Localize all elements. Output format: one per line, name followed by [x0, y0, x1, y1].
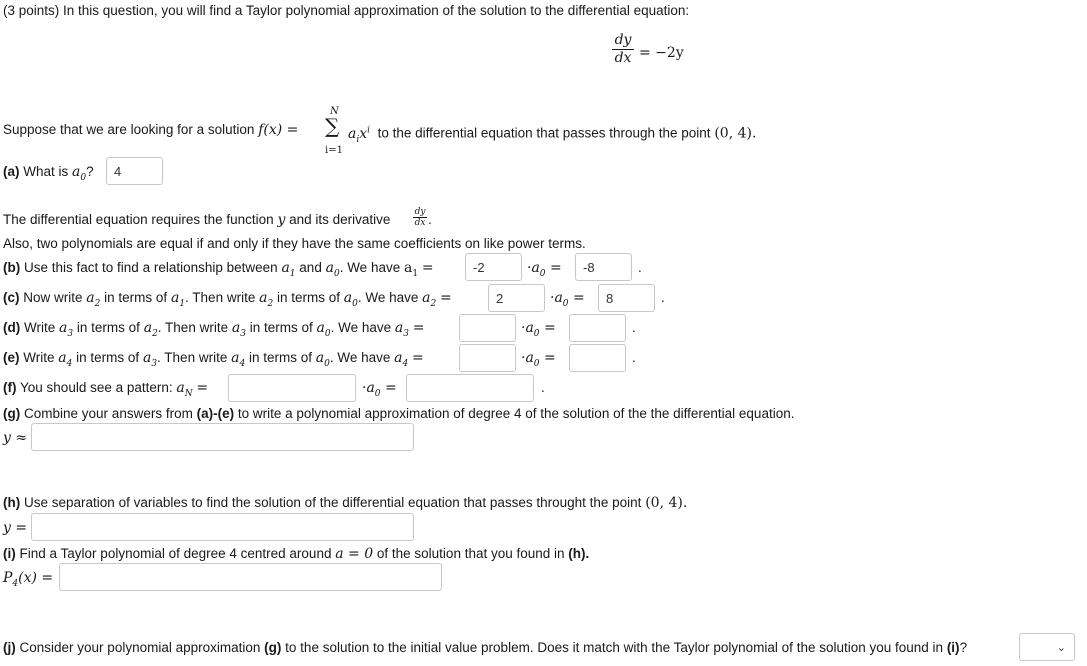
question-intro: (3 points) In this question, you will find a Taylor polynomial approximation of the solution to the differential equation: — [3, 3, 690, 18]
i-lhs: $P_4(x)$ = — [3, 570, 54, 589]
small-derivative-fraction: dy dx — [414, 207, 426, 228]
part-j-prompt: (j) Consider your polynomial approximation (g) to the solution to the initial value problem. Does it match with the Taylor polynomial of the solution you found in (i)? — [3, 640, 968, 655]
part-a-prompt: (a) What is $a_0$? — [3, 164, 94, 183]
period: . — [632, 320, 636, 335]
part-h-prompt: (h) Use separation of variables to find the solution of the differential equation that passes throught the point (0, 4). — [3, 495, 688, 511]
g-lhs: y ≈ — [3, 430, 28, 446]
b-coef-input[interactable] — [465, 253, 522, 281]
setup-line — [3, 121, 298, 139]
part-g-prompt: (g) Combine your answers from (a)-(e) to write a polynomial approximation of degree 4 of the solution of the the differential equation. — [3, 406, 795, 421]
setup-rest — [348, 121, 756, 148]
b-a0-equals: $\cdot a_0$ = — [527, 260, 562, 279]
period: . — [541, 380, 545, 395]
f-coef-input[interactable] — [228, 374, 356, 402]
setup-prefix: Suppose that we are looking for a solution — [3, 122, 255, 137]
c-value-input[interactable] — [598, 284, 655, 312]
part-a-label: (a) — [3, 164, 20, 179]
sum-lower-limit: i=1 — [325, 145, 343, 156]
period: . — [428, 212, 432, 227]
setup-suffix: to the differential equation that passes through the point — [377, 125, 711, 141]
a0-input[interactable] — [106, 157, 163, 185]
d-a0-equals: $\cdot a_0$ = — [521, 320, 556, 339]
sum-upper-limit: N — [330, 106, 339, 117]
b-value-input[interactable] — [575, 253, 632, 281]
part-i-prompt: (i) Find a Taylor polynomial of degree 4 centred around a = 0 of the solution that you found in (h). — [3, 546, 590, 562]
h-lhs: y = — [3, 520, 28, 536]
part-f-prompt: (f) You should see a pattern: $a_N$ = — [3, 380, 209, 399]
e-coef-input[interactable] — [459, 344, 516, 372]
period: . — [638, 260, 642, 275]
f-a0-equals: $\cdot a_0$ = — [362, 380, 397, 399]
f-value-input[interactable] — [406, 374, 534, 402]
j-match-select[interactable] — [1019, 633, 1075, 661]
setup-point: (0, 4). — [714, 125, 757, 142]
sigma-symbol: ∑ — [325, 114, 340, 138]
de-rhs: = −2y — [639, 45, 684, 61]
e-value-input[interactable] — [569, 344, 626, 372]
part-e-prompt: (e) Write $a_4$ in terms of $a_3$. Then write $a_4$ in terms of $a_0$. We have $a_4$ = — [3, 350, 424, 369]
de-fraction — [612, 32, 634, 67]
part-b-prompt: (b) Use this fact to find a relationship between $a_1$ and $a_0$. We have $a_1$ = — [3, 260, 434, 279]
de-denominator: dx — [614, 50, 632, 66]
g-polynomial-input[interactable] — [31, 423, 414, 451]
period: . — [661, 290, 665, 305]
h-solution-input[interactable] — [31, 513, 414, 541]
c-coef-input[interactable] — [488, 284, 545, 312]
explain-line-1: The differential equation requires the function y and its derivative — [3, 212, 391, 228]
setup-fx: f(x) = — [258, 122, 299, 138]
chevron-down-icon: ⌄ — [1056, 642, 1066, 654]
explain-line-2: Also, two polynomials are equal if and only if they have the same coefficients on like power terms. — [3, 236, 586, 251]
part-c-prompt: (c) Now write $a_2$ in terms of $a_1$. Then write $a_2$ in terms of $a_0$. We have $a_2$ = — [3, 290, 452, 309]
series-term: $a_ix^i$ — [348, 125, 371, 145]
d-value-input[interactable] — [569, 314, 626, 342]
part-d-prompt: (d) Write $a_3$ in terms of $a_2$. Then write $a_3$ in terms of $a_0$. We have $a_3$ = — [3, 320, 425, 339]
i-taylor-input[interactable] — [59, 563, 442, 591]
e-a0-equals: $\cdot a_0$ = — [521, 350, 556, 369]
period: . — [632, 350, 636, 365]
d-coef-input[interactable] — [459, 314, 516, 342]
de-numerator: dy — [614, 32, 632, 48]
c-a0-equals: $\cdot a_0$ = — [550, 290, 585, 309]
